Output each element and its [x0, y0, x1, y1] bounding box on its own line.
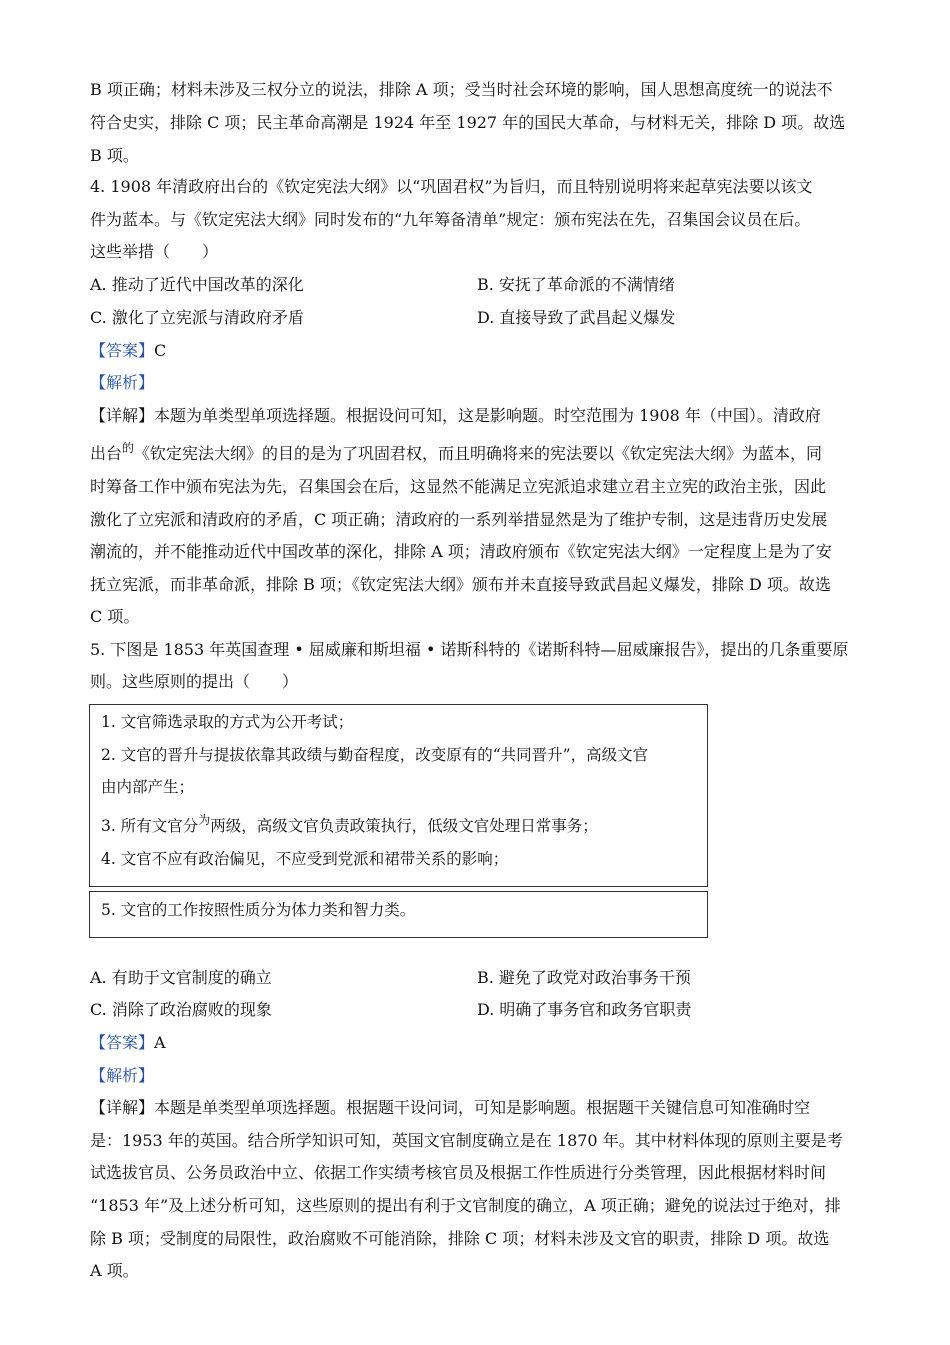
q5-detail-line-4: “1853 年”及上述分析可知，这些原则的提出有利于文官制度的确立，A 项正确；避免的说法过于绝对，排: [90, 1196, 841, 1215]
q4-detail-line-2-a: 出台: [90, 444, 123, 463]
q4-detail-line-3: 时筹备工作中颁布宪法为先，召集国会在后，这显然不能满足立宪派追求建立君主立宪的政治主张，因此: [90, 477, 827, 496]
q5-detail-line-6: A 项。: [90, 1261, 139, 1280]
q4-analysis-label: 【解析】: [90, 373, 155, 392]
q5-detail-line-5: 除 B 项；受制度的局限性，政治腐败不可能消除，排除 C 项；材料未涉及文官的职责，排除 D 项。故选: [90, 1229, 830, 1248]
q3-analysis-line-1: B 项正确；材料未涉及三权分立的说法，排除 A 项；受当时社会环境的影响，国人思想高度统一的说法不: [90, 80, 833, 99]
q5-option-c: C. 消除了政治腐败的现象: [90, 1000, 272, 1019]
q5-principle-3-b: 两级，高级文官负责政策执行，低级文官处理日常事务；: [210, 817, 598, 835]
q5-principle-4: 4. 文官不应有政治偏见，不应受到党派和裙带关系的影响；: [101, 850, 509, 868]
q4-stem-line-3: 这些举措（ ）: [90, 242, 219, 261]
q4-detail-line-6: 抚立宪派，而非革命派，排除 B 项；《钦定宪法大纲》颁布并未直接导致武昌起义爆发，排除 D 项。故选: [90, 575, 831, 594]
q5-analysis-label: 【解析】: [90, 1066, 155, 1085]
q4-detail-line-2-sup: 的: [122, 441, 135, 455]
q4-option-c: C. 激化了立宪派与清政府矛盾: [90, 308, 304, 327]
q4-stem-line-2: 件为蓝本。与《钦定宪法大纲》同时发布的“九年筹备清单”规定：颁布宪法在先，召集国会议员在后。: [90, 210, 811, 229]
q5-option-d: D. 明确了事务官和政务官职责: [477, 1000, 692, 1019]
q5-option-a: A. 有助于文官制度的确立: [90, 968, 272, 987]
q3-analysis-line-2: 符合史实，排除 C 项；民主革命高潮是 1924 年至 1927 年的国民大革命，与材料无关，排除 D 项。故选: [90, 113, 846, 132]
q4-option-d: D. 直接导致了武昌起义爆发: [477, 308, 676, 327]
q4-answer-label: 【答案】: [90, 341, 155, 360]
q5-stem-line-1: 5. 下图是 1853 年英国查理 • 屈威廉和斯坦福 • 诺斯科特的《诺斯科特—屈威廉报告》，提出的几条重要原: [90, 640, 849, 659]
q4-stem-line-1: 4. 1908 年清政府出台的《钦定宪法大纲》以“巩固君权”为旨归，而且特别说明将来起草宪法要以该文: [90, 177, 813, 196]
q5-answer-value: A: [154, 1033, 166, 1052]
q4-detail-line-1: 【详解】本题为单类型单项选择题。根据设问可知，这是影响题。时空范围为 1908 年（中国）。清政府: [90, 406, 821, 425]
q4-detail-line-7: C 项。: [90, 607, 140, 626]
q5-answer-label: 【答案】: [90, 1033, 155, 1052]
q4-detail-line-2: [90, 443, 822, 466]
q4-detail-line-2-b: 《钦定宪法大纲》的目的是为了巩固君权，而且明确将来的宪法要以《钦定宪法大纲》为蓝本，同: [134, 444, 823, 463]
q5-principle-3: [101, 815, 598, 838]
q5-detail-line-2: 是：1953 年的英国。结合所学知识可知，英国文官制度确立是在 1870 年。其中材料体现的原则主要是考: [90, 1131, 843, 1150]
q5-principle-3-a: 3. 所有文官分: [101, 817, 199, 835]
q5-principle-5: 5. 文官的工作按照性质分为体力类和智力类。: [101, 901, 416, 919]
q5-option-b: B. 避免了政党对政治事务干预: [477, 968, 691, 987]
q3-analysis-line-3: B 项。: [90, 146, 139, 165]
q5-detail-line-1: 【详解】本题是单类型单项选择题。根据题干设问词，可知是影响题。根据题干关键信息可知准确时空: [90, 1098, 811, 1117]
q4-option-a: A. 推动了近代中国改革的深化: [90, 275, 304, 294]
q4-detail-line-5: 潮流的，并不能推动近代中国改革的深化，排除 A 项；清政府颁布《钦定宪法大纲》一定程度上是为了安: [90, 542, 832, 561]
q4-option-b: B. 安抚了革命派的不满情绪: [477, 275, 675, 294]
q5-detail-line-3: 试选拔官员、公务员政治中立、依据工作实绩考核官员及根据工作性质进行分类管理，因此根据材料时间: [90, 1163, 827, 1182]
q5-stem-line-2: 则。这些原则的提出（ ）: [90, 672, 299, 691]
q5-principle-2b: 由内部产生；: [101, 778, 195, 796]
q4-answer-value: C: [154, 341, 167, 360]
q4-detail-line-4: 激化了立宪派和清政府的矛盾，C 项正确；清政府的一系列举措显然是为了维护专制，这是违背历史发展: [90, 510, 828, 529]
q5-principle-1: 1. 文官筛选录取的方式为公开考试；: [101, 713, 354, 731]
q5-answer: [90, 1032, 166, 1054]
q5-principle-3-sup: 为: [198, 813, 211, 827]
q4-answer: [90, 340, 166, 362]
q5-principle-2a: 2. 文官的晋升与提拔依靠其政绩与勤奋程度，改变原有的“共同晋升”，高级文官: [101, 746, 649, 764]
